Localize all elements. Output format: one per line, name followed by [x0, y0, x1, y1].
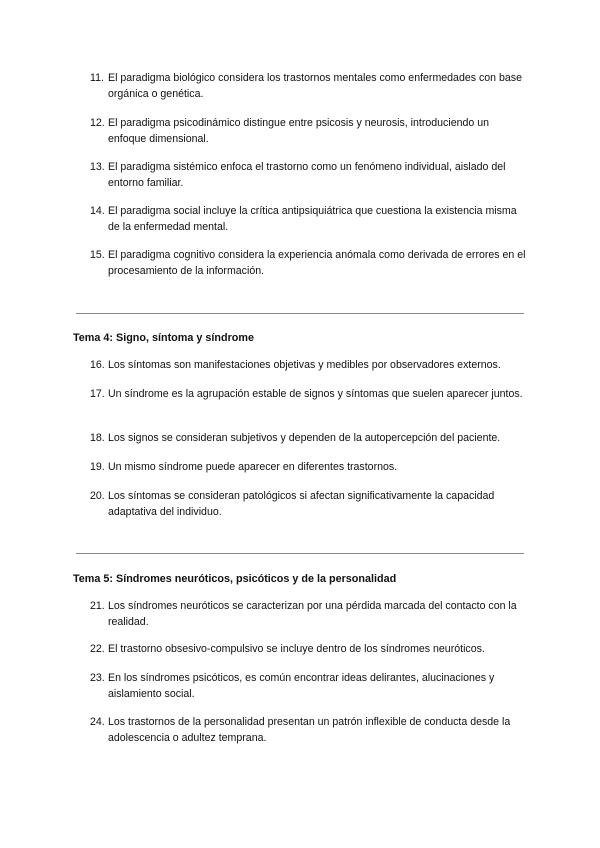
list-item — [90, 641, 530, 657]
item-text: El paradigma sistémico enfoca el trastorno como un fenómeno individual, aislado del entorno familiar. — [108, 161, 506, 189]
list-item — [90, 488, 530, 520]
item-number: 16. — [90, 359, 105, 371]
item-text: Los signos se consideran subjetivos y dependen de la autopercepción del paciente. — [108, 432, 501, 444]
section-heading: Tema 5: Síndromes neuróticos, psicóticos y de la personalidad — [73, 573, 397, 585]
item-text: Los trastornos de la personalidad presentan un patrón inflexible de conducta desde la adolescencia o adultez temprana. — [108, 716, 511, 744]
item-text: El trastorno obsesivo-compulsivo se incluye dentro de los síndromes neuróticos. — [108, 643, 485, 655]
item-number: 18. — [90, 432, 105, 444]
item-text: El paradigma psicodinámico distingue entre psicosis y neurosis, introduciendo un enfoque dimensional. — [108, 117, 489, 145]
item-number: 20. — [90, 490, 105, 502]
list-item — [90, 598, 530, 630]
item-text: Los síndromes neuróticos se caracterizan por una pérdida marcada del contacto con la realidad. — [108, 600, 517, 628]
item-text: Un mismo síndrome puede aparecer en diferentes trastornos. — [108, 461, 398, 473]
item-number: 23. — [90, 672, 105, 684]
item-number: 14. — [90, 205, 105, 217]
item-text: El paradigma cognitivo considera la experiencia anómala como derivada de errores en el procesamiento de la información. — [108, 249, 526, 277]
section-heading: Tema 4: Signo, síntoma y síndrome — [73, 332, 254, 344]
item-number: 19. — [90, 461, 105, 473]
item-text: El paradigma social incluye la crítica antipsiquiátrica que cuestiona la existencia misma de la enfermedad mental. — [108, 205, 517, 233]
list-item — [90, 386, 530, 402]
list-item — [90, 459, 530, 475]
list-item — [90, 247, 530, 279]
item-number: 11. — [90, 72, 104, 84]
list-item — [90, 115, 530, 147]
list-item — [90, 714, 530, 746]
list-item — [90, 70, 530, 102]
item-text: Los síntomas se consideran patológicos si afectan significativamente la capacidad adaptativa del individuo. — [108, 490, 495, 518]
list-item — [90, 430, 530, 446]
item-number: 21. — [90, 600, 105, 612]
item-text: Un síndrome es la agrupación estable de signos y síntomas que suelen aparecer juntos. — [108, 388, 523, 400]
item-text: En los síndromes psicóticos, es común encontrar ideas delirantes, alucinaciones y aislamiento social. — [108, 672, 495, 700]
item-number: 13. — [90, 161, 105, 173]
list-item — [90, 159, 530, 191]
item-number: 15. — [90, 249, 105, 261]
item-text: El paradigma biológico considera los trastornos mentales como enfermedades con base orgánica o genética. — [108, 72, 522, 100]
item-number: 12. — [90, 117, 105, 129]
list-item — [90, 203, 530, 235]
list-item — [90, 357, 530, 373]
section-divider — [76, 313, 524, 314]
item-number: 24. — [90, 716, 105, 728]
item-number: 22. — [90, 643, 105, 655]
section-divider — [76, 553, 524, 554]
list-item — [90, 670, 530, 702]
item-text: Los síntomas son manifestaciones objetivas y medibles por observadores externos. — [108, 359, 501, 371]
item-number: 17. — [90, 388, 105, 400]
